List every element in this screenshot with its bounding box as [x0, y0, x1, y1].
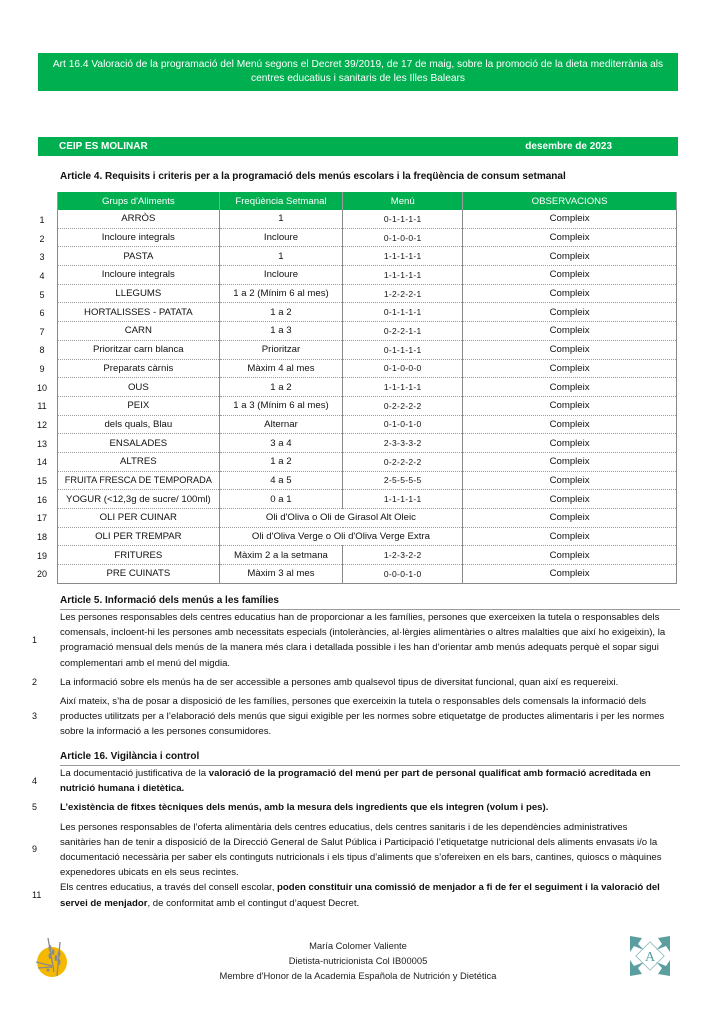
- table-row: [58, 490, 677, 509]
- table-row: [58, 396, 677, 415]
- frequency-cell: 1: [219, 210, 343, 228]
- food-group-cell: PEIX: [58, 396, 220, 415]
- article5-section: [30, 595, 680, 744]
- row-number: 3: [39, 252, 45, 263]
- row-number: 16: [36, 494, 47, 505]
- paragraph-number: 5: [32, 802, 38, 813]
- menu-cell: 2-3-3-3-2: [343, 434, 463, 453]
- table-row: [58, 565, 677, 584]
- observation-cell: Compleix: [463, 434, 677, 453]
- school-name: CEIP ES MOLINAR: [59, 141, 148, 152]
- document-title-line2: centres educatius i sanitaris de les Illes Balears: [250, 73, 466, 84]
- paragraph-text-regular: Els centres educatius, a través del consell escolar,: [60, 882, 278, 894]
- food-group-cell: Preparats càrnis: [58, 359, 220, 378]
- observation-cell: Compleix: [463, 490, 677, 509]
- observation-cell: Compleix: [463, 452, 677, 471]
- observation-cell: Compleix: [463, 546, 677, 565]
- food-group-cell: Incloure integrals: [58, 266, 220, 285]
- observation-cell: Compleix: [463, 284, 677, 303]
- frequency-cell: 1: [219, 247, 343, 266]
- frequency-cell: Màxim 3 al mes: [219, 565, 343, 584]
- frequency-cell: 1 a 2: [219, 303, 343, 322]
- row-number: 1: [39, 215, 45, 225]
- row-number: 8: [39, 345, 45, 356]
- food-group-cell: FRITURES: [58, 546, 220, 565]
- row-number: 9: [39, 364, 45, 375]
- row-number: 10: [36, 382, 47, 393]
- table-row: [58, 415, 677, 434]
- table-row: [58, 471, 677, 490]
- document-title-banner: [38, 53, 678, 91]
- table-row: [58, 303, 677, 322]
- menu-cell: 0-1-0-0-0: [343, 359, 463, 378]
- table-row: [58, 359, 677, 378]
- article5-paragraph: [30, 675, 680, 690]
- paragraph-text-bold: L’existència de fitxes tècniques dels menús, amb la mesura dels ingredients que els integren (volum i pes).: [60, 802, 549, 814]
- paragraph-number: 11: [32, 890, 42, 901]
- food-group-cell: YOGUR (<12,3g de sucre/ 100ml): [58, 490, 220, 509]
- menu-cell: 2-5-5-5-5: [343, 471, 463, 490]
- frequency-cell: 1 a 3: [219, 322, 343, 341]
- table-row: [58, 284, 677, 303]
- observation-cell: Compleix: [463, 340, 677, 359]
- paragraph-number: 4: [32, 775, 38, 786]
- article5-paragraph: [30, 610, 680, 671]
- paragraph-text-bold: poden constituir una comissió de menjador a fi de fer el seguiment i la valoració del servei de menjador: [60, 882, 660, 909]
- paragraph-text: Les persones responsables dels centres educatius han de proporcionar a les famílies, persones que exerceixen la tutela o responsables dels comensals, incloent-hi les persones amb necessitats especials (intoleràncies, al·lèrgies alimentàries o altres malalties que així ho exigeixin), la programació mensual dels menús de la manera més clara i detallada possible i les han d’orientar amb menús adequats perquè el sopar sigui complementari amb el menú del migdia.: [60, 612, 666, 669]
- author-name: María Colomer Valiente: [309, 940, 407, 951]
- document-title-line1: Art 16.4 Valoració de la programació del Menú segons el Decret 39/2019, de 17 de maig, sobre la promoció de la dieta mediterrània als: [52, 59, 664, 70]
- table-row: [58, 378, 677, 397]
- menu-cell: 1-1-1-1-1: [343, 490, 463, 509]
- paragraph-text: Així mateix, s’ha de posar a disposició de les famílies, persones que exerceixin la tutela o responsables dels comensals la informació dels productes utilitzats per a l’elaboració dels menús que sigui exigible per les normes sobre etiquetatge de productes alimentaris i per les normes sobre la informació a les persones consumidores.: [60, 696, 665, 738]
- row-number: 4: [39, 270, 45, 281]
- observation-cell: Compleix: [463, 266, 677, 285]
- menu-cell: 1-1-1-1-1: [343, 247, 463, 266]
- article16-section: [30, 751, 680, 911]
- menu-cell: 1-2-2-2-1: [343, 284, 463, 303]
- menu-cell: 1-1-1-1-1: [343, 266, 463, 285]
- merged-frequency-menu-cell: Oli d'Oliva o Oli de Girasol Alt Oleic: [219, 509, 462, 528]
- frequency-cell: 1 a 2: [219, 378, 343, 397]
- article5-paragraph: [30, 694, 680, 740]
- paragraph-text: [60, 800, 680, 815]
- menu-cell: 0-1-0-0-1: [343, 228, 463, 247]
- paragraph-text-bold: valoració de la programació del menú per part de personal qualificat amb formació acreditada en nutrició humana i dietètica.: [60, 768, 651, 795]
- table-row: [58, 546, 677, 565]
- report-date: desembre de 2023: [525, 141, 612, 152]
- observation-cell: Compleix: [463, 247, 677, 266]
- paragraph-text-regular: Les persones responsables de l’oferta alimentària dels centres educatius, dels centres sanitaris i de les dependències administratives sanitàries han de tenir a disposició de la Direcció General de Salut Pública i Participació l’etiquetatge nutricional dels aliments envasats i/o la documentació necessària per saber els continguts nutricionals i els tipus d’aliments que s’ofereixen en els bars, cantines, quioscs o màquines expenedores ubicats en els seus recintes.: [60, 821, 662, 879]
- table-row: [58, 228, 677, 247]
- article4-title: Article 4. Requisits i criteris per a la programació dels menús escolars i la freqüència de consum setmanal: [60, 171, 566, 182]
- menu-cell: 0-0-0-1-0: [343, 565, 463, 584]
- observation-cell: Compleix: [463, 396, 677, 415]
- table-row: [58, 210, 677, 228]
- academia-logo-icon: [626, 932, 674, 980]
- food-group-cell: dels quals, Blau: [58, 415, 220, 434]
- table-header-row: [58, 192, 677, 210]
- menu-frequency-table: [57, 192, 677, 584]
- food-group-cell: FRUITA FRESCA DE TEMPORADA: [58, 471, 220, 490]
- row-number: 2: [39, 233, 45, 244]
- table-row: [58, 509, 677, 528]
- row-number: 6: [39, 308, 45, 319]
- paragraph-text-regular: , de conformitat amb el contingut d’aquest Decret.: [147, 897, 360, 909]
- article16-paragraph: [30, 800, 680, 815]
- table-row: [58, 434, 677, 453]
- author-role: Dietista-nutricionista Col IB00005: [288, 955, 428, 966]
- food-group-cell: OLI PER TREMPAR: [58, 527, 220, 546]
- row-number: 19: [36, 550, 47, 561]
- school-banner: [38, 137, 678, 156]
- menu-cell: 0-2-2-1-1: [343, 322, 463, 341]
- row-number: 14: [36, 457, 47, 468]
- observation-cell: Compleix: [463, 303, 677, 322]
- food-group-cell: Incloure integrals: [58, 228, 220, 247]
- article16-paragraph: [30, 880, 680, 910]
- paragraph-text: La informació sobre els menús ha de ser accessible a persones amb qualsevol tipus de diversitat funcional, quan així es requereixi.: [60, 676, 619, 688]
- food-group-cell: PRE CUINATS: [58, 565, 220, 584]
- merged-frequency-menu-cell: Oli d'Oliva Verge o Oli d'Oliva Verge Extra: [219, 527, 462, 546]
- article16-paragraph: [30, 820, 680, 881]
- food-group-cell: OUS: [58, 378, 220, 397]
- row-number: 5: [39, 289, 45, 300]
- food-group-cell: LLEGUMS: [58, 284, 220, 303]
- frequency-cell: Incloure: [219, 228, 343, 247]
- table-row: [58, 247, 677, 266]
- observation-cell: Compleix: [463, 415, 677, 434]
- food-group-cell: PASTA: [58, 247, 220, 266]
- menu-cell: 0-1-0-1-0: [343, 415, 463, 434]
- row-numbers: [30, 211, 54, 584]
- frequency-cell: Alternar: [219, 415, 343, 434]
- row-number: 7: [39, 326, 45, 337]
- paragraph-text-regular: La documentació justificativa de la: [60, 768, 209, 779]
- table-row: [58, 527, 677, 546]
- menu-cell: 0-1-1-1-1: [343, 303, 463, 322]
- row-number: 20: [36, 569, 47, 580]
- row-number: 17: [36, 513, 47, 524]
- frequency-cell: 1 a 2 (Mínim 6 al mes): [219, 284, 343, 303]
- menu-cell: 0-2-2-2-2: [343, 396, 463, 415]
- table-row: [58, 340, 677, 359]
- frequency-cell: Màxim 2 a la setmana: [219, 546, 343, 565]
- row-number: 11: [37, 401, 47, 412]
- article16-paragraph: [30, 766, 680, 796]
- food-group-cell: ENSALADES: [58, 434, 220, 453]
- food-group-cell: ALTRES: [58, 452, 220, 471]
- paragraph-number: 9: [32, 844, 38, 855]
- column-header-menu: Menú: [343, 192, 463, 210]
- observation-cell: Compleix: [463, 322, 677, 341]
- column-header-observations: OBSERVACIONS: [463, 192, 677, 210]
- svg-text:A: A: [644, 950, 656, 965]
- paragraph-number: 1: [32, 634, 38, 645]
- row-number: 18: [36, 531, 47, 542]
- paragraph-text: [60, 766, 680, 796]
- paragraph-number: 2: [32, 676, 38, 687]
- column-header-frequency: Freqüència Setmanal: [219, 192, 343, 210]
- author-honor: Membre d'Honor de la Academia Española de Nutrición y Dietética: [219, 970, 497, 981]
- observation-cell: Compleix: [463, 565, 677, 584]
- frequency-cell: 1 a 2: [219, 452, 343, 471]
- frequency-cell: 1 a 3 (Mínim 6 al mes): [219, 396, 343, 415]
- food-group-cell: ARRÒS: [58, 210, 220, 228]
- food-group-cell: Prioritzar carn blanca: [58, 340, 220, 359]
- menu-cell: 0-1-1-1-1: [343, 210, 463, 228]
- menu-cell: 0-1-1-1-1: [343, 340, 463, 359]
- observation-cell: Compleix: [463, 210, 677, 228]
- article5-title: Article 5. Informació dels menús a les famílies: [60, 595, 279, 606]
- food-group-cell: HORTALISSES - PATATA: [58, 303, 220, 322]
- frequency-cell: 4 a 5: [219, 471, 343, 490]
- observation-cell: Compleix: [463, 471, 677, 490]
- frequency-cell: Màxim 4 al mes: [219, 359, 343, 378]
- observation-cell: Compleix: [463, 359, 677, 378]
- menu-cell: 1-2-3-2-2: [343, 546, 463, 565]
- paragraph-text: [60, 820, 680, 881]
- table-row: [58, 266, 677, 285]
- paragraph-text: [60, 880, 680, 910]
- menu-cell: 0-2-2-2-2: [343, 452, 463, 471]
- frequency-cell: Incloure: [219, 266, 343, 285]
- article16-title: Article 16. Vigilància i control: [60, 751, 200, 762]
- menu-cell: 1-1-1-1-1: [343, 378, 463, 397]
- frequency-cell: 0 a 1: [219, 490, 343, 509]
- observation-cell: Compleix: [463, 378, 677, 397]
- row-number: 12: [36, 420, 47, 431]
- frequency-cell: 3 a 4: [219, 434, 343, 453]
- paragraph-number: 3: [32, 711, 38, 722]
- row-number: 15: [36, 475, 47, 486]
- observation-cell: Compleix: [463, 527, 677, 546]
- frequency-cell: Prioritzar: [219, 340, 343, 359]
- signature-footer: [0, 938, 716, 983]
- table-row: [58, 322, 677, 341]
- observation-cell: Compleix: [463, 509, 677, 528]
- food-group-cell: OLI PER CUINAR: [58, 509, 220, 528]
- column-header-groups: Grups d'Aliments: [58, 192, 220, 210]
- row-number: 13: [36, 438, 47, 449]
- table-row: [58, 452, 677, 471]
- food-group-cell: CARN: [58, 322, 220, 341]
- observation-cell: Compleix: [463, 228, 677, 247]
